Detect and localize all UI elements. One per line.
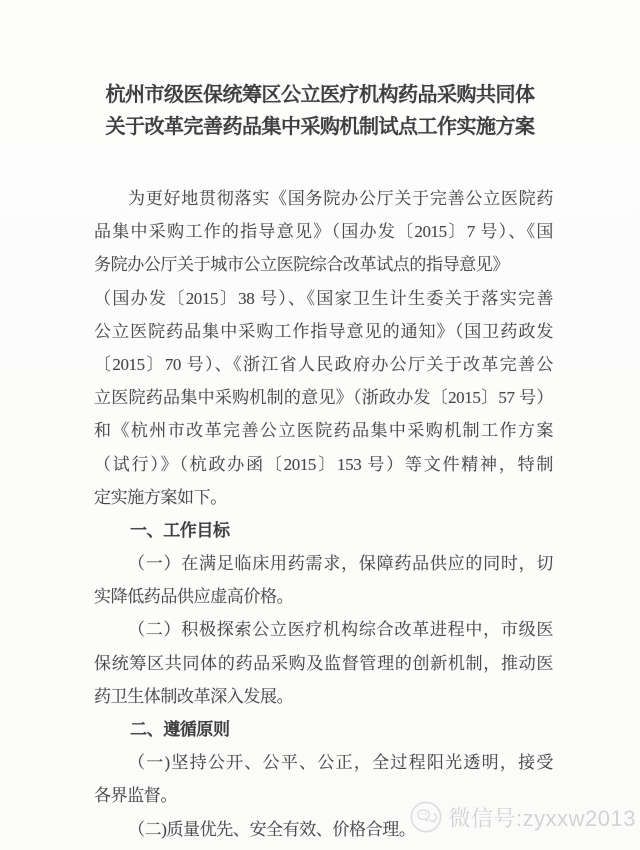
document-body xyxy=(94,182,553,846)
document-title xyxy=(0,79,640,143)
document-line: 品集中采购工作的指导意见》（国办发〔2015〕7 号）、《国 xyxy=(94,222,553,242)
document-line: （二）积极探索公立医疗机构综合改革进程中，市级医 xyxy=(128,620,553,640)
document-line: （试行）》（杭政办函〔2015〕153 号）等文件精神，特制 xyxy=(94,454,553,474)
document-line: （二)质量优先、安全有效、价格合理。 xyxy=(128,819,416,839)
document-line: （一)坚持公开、公平、公正，全过程阳光透明，接受 xyxy=(128,753,553,773)
document-line: 和《杭州市改革完善公立医院药品集中采购机制工作方案 xyxy=(94,421,553,441)
document-line: （一）在满足临床用药需求，保障药品供应的同时，切 xyxy=(128,554,553,574)
document-line: 保统筹区共同体的药品采购及监督管理的创新机制，推动医 xyxy=(94,653,553,673)
section-heading: 一、工作目标 xyxy=(130,520,230,540)
document-line: 各界监督。 xyxy=(94,786,177,806)
title-line-2: 关于改革完善药品集中采购机制试点工作实施方案 xyxy=(105,116,535,138)
document-line: （国办发〔2015〕38 号）、《国家卫生计生委关于落实完善 xyxy=(94,288,553,308)
watermark-text: 微信号:zyxxw2013 xyxy=(448,805,636,831)
section-heading: 二、遵循原则 xyxy=(130,720,230,739)
document-line: 定实施方案如下。 xyxy=(94,487,227,507)
document-line: 实降低药品供应虚高价格。 xyxy=(94,587,294,607)
document-line: 药卫生体制改革深入发展。 xyxy=(94,686,294,706)
document-line: 为更好地贯彻落实《国务院办公厅关于完善公立医院药 xyxy=(128,189,553,208)
document-line: 务院办公厅关于城市公立医院综合改革试点的指导意见》 xyxy=(94,255,509,275)
document-line: 〔2015〕70 号）、《浙江省人民政府办公厅关于改革完善公 xyxy=(94,354,553,374)
document-line: 立医院药品集中采购机制的意见》（浙政办发〔2015〕57 号） xyxy=(94,388,553,408)
document-line: 公立医院药品集中采购工作指导意见的通知》（国卫药政发 xyxy=(94,321,553,341)
title-line-1: 杭州市级医保统筹区公立医疗机构药品采购共同体 xyxy=(105,84,535,106)
